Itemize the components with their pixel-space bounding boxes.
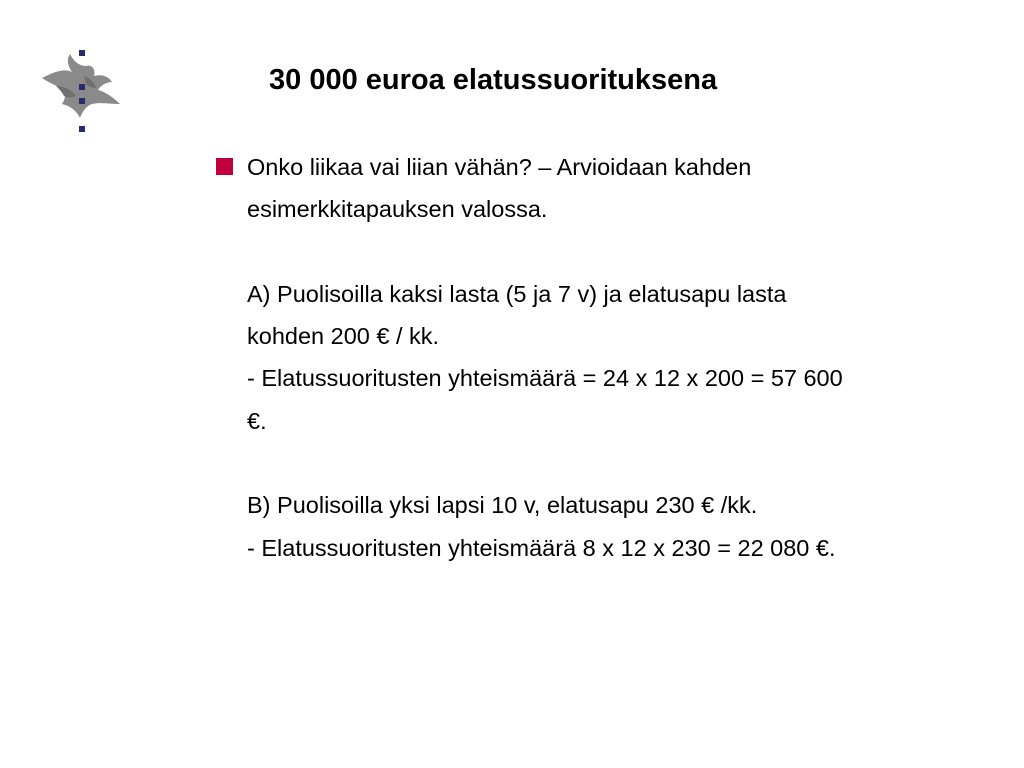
case-b-line-2: - Elatussuoritusten yhteismäärä 8 x 12 x 230 = 22 080 €.: [247, 534, 836, 561]
spacer: [216, 442, 1006, 484]
bullet-line-2: esimerkkitapauksen valossa.: [247, 196, 548, 223]
case-a-line-1: A) Puolisoilla kaksi lasta (5 ja 7 v) ja elatusapu lasta: [247, 280, 787, 307]
case-a-line-2: kohden 200 € / kk.: [247, 323, 440, 350]
case-a-line-4: €.: [247, 407, 267, 434]
slide-title: 30 000 euroa elatussuorituksena: [269, 64, 718, 96]
bullet-item: [216, 146, 1006, 188]
bullet-square-icon: [216, 158, 233, 175]
flame-logo-icon: [36, 46, 126, 136]
slide-content: [216, 146, 1006, 569]
case-a-line-3: - Elatussuoritusten yhteismäärä = 24 x 12 x 200 = 57 600: [247, 365, 843, 392]
bullet-line-1: Onko liikaa vai liian vähän? – Arvioidaan kahden: [247, 154, 752, 180]
case-b-line-1: B) Puolisoilla yksi lapsi 10 v, elatusapu 230 € /kk.: [247, 492, 758, 519]
spacer: [216, 231, 1006, 273]
